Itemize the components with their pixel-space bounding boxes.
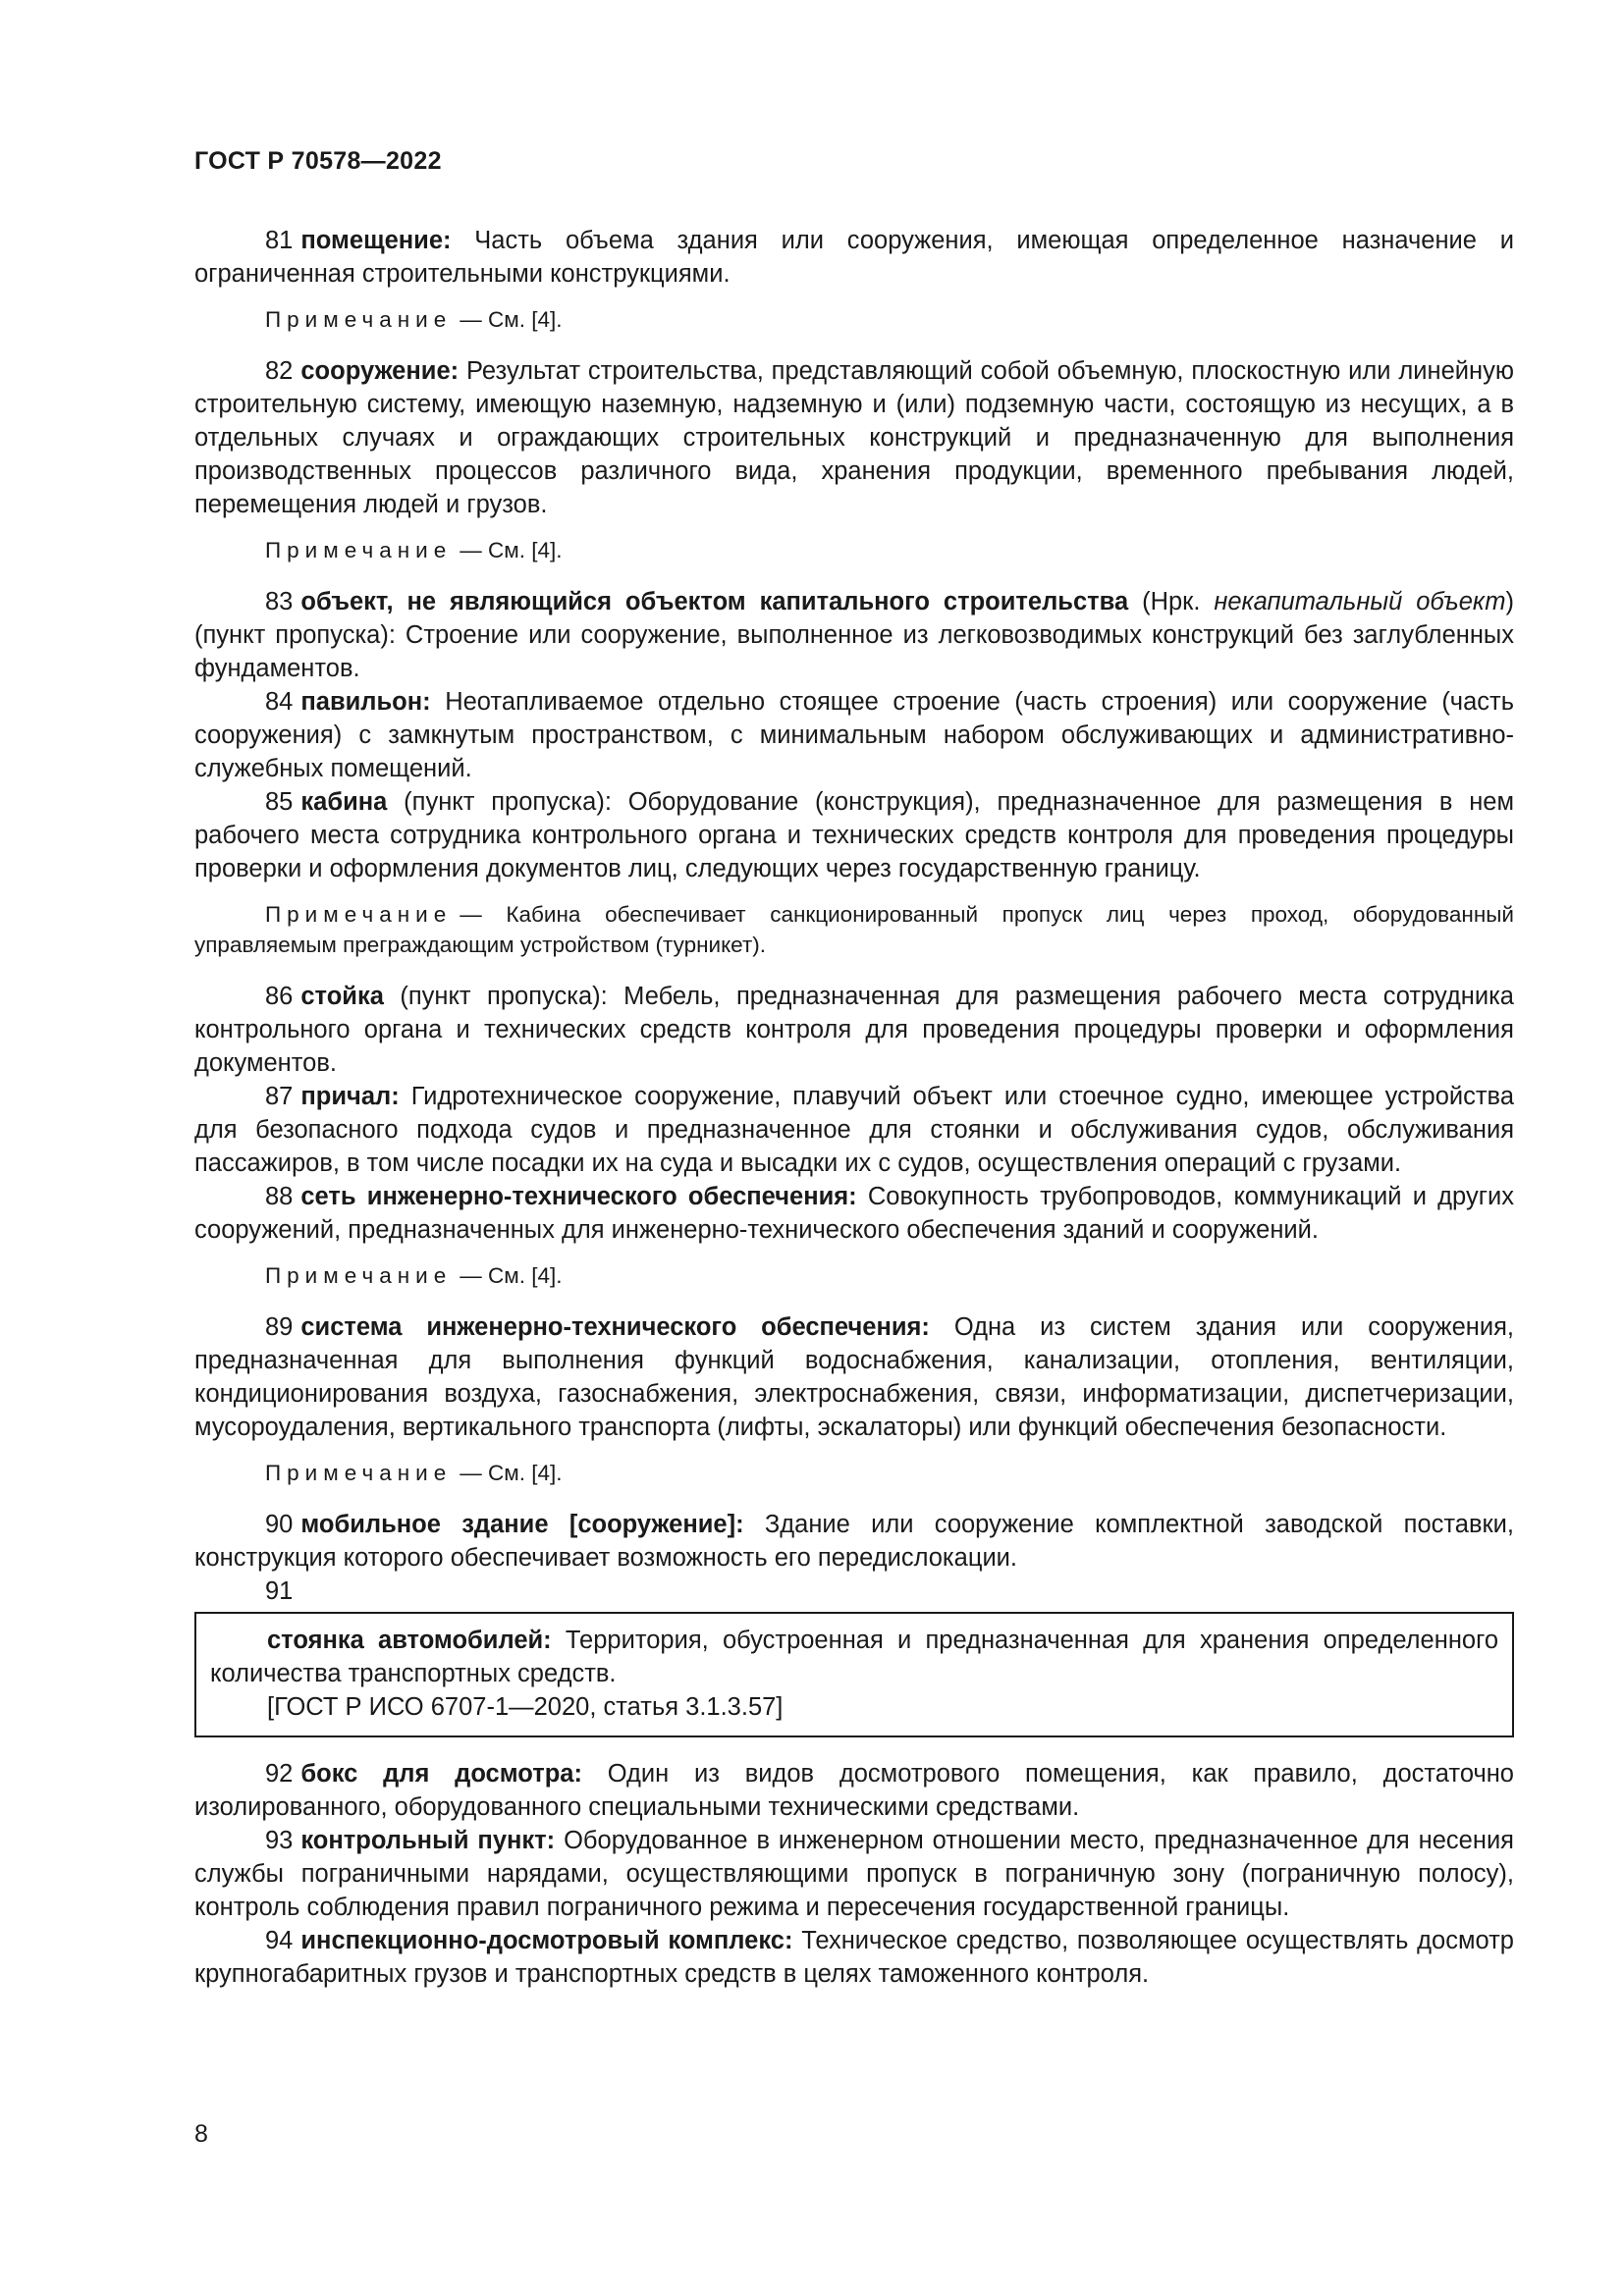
term-definition: Здание или сооружение комплектной заводской поставки, конструкция которого обеспечивает возможность его передислокации. [194,1511,1514,1572]
term-title: объект, не являющийся объектом капитального строительства [300,588,1129,615]
term-definition: Совокупность трубопроводов, коммуникаций и других сооружений, предназначенных для инженерно-технического обеспечения зданий и сооружений. [194,1183,1514,1244]
note-82 [194,535,1514,565]
term-definition: Оборудованное в инженерном отношении место, предназначенное для несения службы пограничными нарядами, осуществляющими пропуск в пограничную зону (пограничную полосу), контроль соблюдения правил пограничного режима и пересечения государственной границы. [194,1827,1514,1921]
term-entry-86 [194,980,1514,1080]
entry-number: 89 [265,1313,294,1341]
page-number: 8 [194,2120,208,2148]
term-title: павильон: [300,688,431,716]
term-definition: Результат строительства, представляющий собой объемную, плоскостную или линейную строительную систему, имеющую наземную, надземную и (или) подземную части, состоящую из несущих, а в отдельных случаях и ограждающих строительных конструкций и предназначенную для выполнения производственных процессов различного вида, хранения продукции, временного пребывания людей, перемещения людей и грузов. [194,357,1514,518]
entry-number: 94 [265,1927,294,1954]
entry-number: 88 [265,1183,294,1210]
term-title: инспекционно-досмотровый комплекс: [300,1927,793,1954]
term-entry-85 [194,785,1514,885]
document-code: ГОСТ Р 70578—2022 [194,147,442,175]
term-entry-87 [194,1080,1514,1180]
term-title: система инженерно-технического обеспечения: [300,1313,930,1341]
note-85 [194,899,1514,960]
term-entry-93 [194,1824,1514,1924]
term-entry-88 [194,1180,1514,1247]
note-text: — См. [4]. [460,307,563,332]
note-81 [194,304,1514,335]
term-title: кабина [300,788,388,816]
entry-number: 93 [265,1827,294,1854]
term-entry-84 [194,685,1514,785]
term-entry-82 [194,354,1514,521]
term-title: сооружение: [300,357,460,385]
note-89 [194,1458,1514,1488]
term-entry-83 [194,585,1514,685]
entry-number: 81 [265,227,294,254]
term-entry-90 [194,1508,1514,1575]
term-definition: Гидротехническое сооружение, плавучий объект или стоечное судно, имеющее устройства для безопасного подхода судов и предназначенное для стоянки и обслуживания судов, обслуживания пассажиров, в том числе посадки их на суда и высадки их с судов, осуществления операций с грузами. [194,1083,1514,1177]
term-entry-92 [194,1757,1514,1824]
term-definition: Одна из систем здания или сооружения, предназначенная для выполнения функций водоснабжения, канализации, отопления, вентиляции, кондиционирования воздуха, газоснабжения, электроснабжения, связи, информатизации, диспетчеризации, мусороудаления, вертикального транспорта (лифты, эскалаторы) или функций обеспечения безопасности. [194,1313,1514,1441]
entry-number-91: 91 [265,1577,294,1605]
term-definition: (пункт пропуска): Оборудование (конструкция), предназначенное для размещения в нем рабочего места сотрудника контрольного органа и технических средств контроля для проведения процедуры проверки и оформления документов лиц, следующих через государственную границу. [194,788,1514,882]
term-entry-94 [194,1924,1514,1991]
term-definition: Техническое средство, позволяющее осуществлять досмотр крупногабаритных грузов и транспортных средств в целях таможенного контроля. [194,1927,1514,1988]
term-title: причал: [300,1083,400,1110]
term-entry-91 [210,1624,1498,1690]
term-title: мобильное здание [сооружение]: [300,1511,744,1538]
note-text: — См. [4]. [460,1461,563,1485]
term-definition: Один из видов досмотрового помещения, как правило, достаточно изолированного, оборудованного специальными техническими средствами. [194,1760,1514,1821]
entry-number: 85 [265,788,294,816]
entry-number: 90 [265,1511,294,1538]
term-title: сеть инженерно-технического обеспечения: [300,1183,857,1210]
entry-number: 86 [265,983,294,1010]
note-text: — См. [4]. [460,1263,563,1288]
term-title: стоянка автомобилей: [267,1627,552,1654]
boxed-term-entry-91 [194,1612,1514,1737]
term-definition: ) (пункт пропуска): Строение или сооружение, выполненное из легковозводимых конструкций без заглубленных фундаментов. [194,588,1514,682]
term-entry-89 [194,1310,1514,1444]
term-definition: Территория, обустроенная и предназначенная для хранения определенного количества транспортных средств. [210,1627,1499,1687]
note-label: Примечание [265,538,453,562]
note-text: — См. [4]. [460,538,563,562]
term-definition: (пункт пропуска): Мебель, предназначенная для размещения рабочего места сотрудника контрольного органа и технических средств контроля для проведения процедуры проверки и оформления документов. [194,983,1514,1077]
entry-number: 83 [265,588,294,615]
note-label: Примечание [265,307,453,332]
term-title: помещение: [300,227,452,254]
term-synonym: некапитальный объект [1214,588,1506,615]
term-definition: Часть объема здания или сооружения, имеющая определенное назначение и ограниченная строительными конструкциями. [194,227,1514,288]
term-prefix: (Нрк. [1128,588,1215,615]
term-definition: Неотапливаемое отдельно стоящее строение (часть строения) или сооружение (часть сооружения) с замкнутым пространством, с минимальным набором обслуживающих и административно-служебных помещений. [194,688,1514,782]
term-title: стойка [300,983,384,1010]
terms-list [194,224,1514,1991]
term-source-reference: [ГОСТ Р ИСО 6707-1—2020, статья 3.1.3.57] [267,1693,784,1721]
term-title: контрольный пункт: [300,1827,556,1854]
entry-number: 82 [265,357,294,385]
note-text: — Кабина обеспечивает санкционированный пропуск лиц через проход, оборудованный управляемым преграждающим устройством (турникет). [194,902,1514,957]
note-label: Примечание [265,1263,453,1288]
term-title: бокс для досмотра: [300,1760,582,1788]
entry-number: 87 [265,1083,294,1110]
entry-number: 84 [265,688,294,716]
note-label: Примечание [265,902,453,927]
note-88 [194,1260,1514,1291]
term-entry-81 [194,224,1514,291]
entry-number: 92 [265,1760,294,1788]
note-label: Примечание [265,1461,453,1485]
